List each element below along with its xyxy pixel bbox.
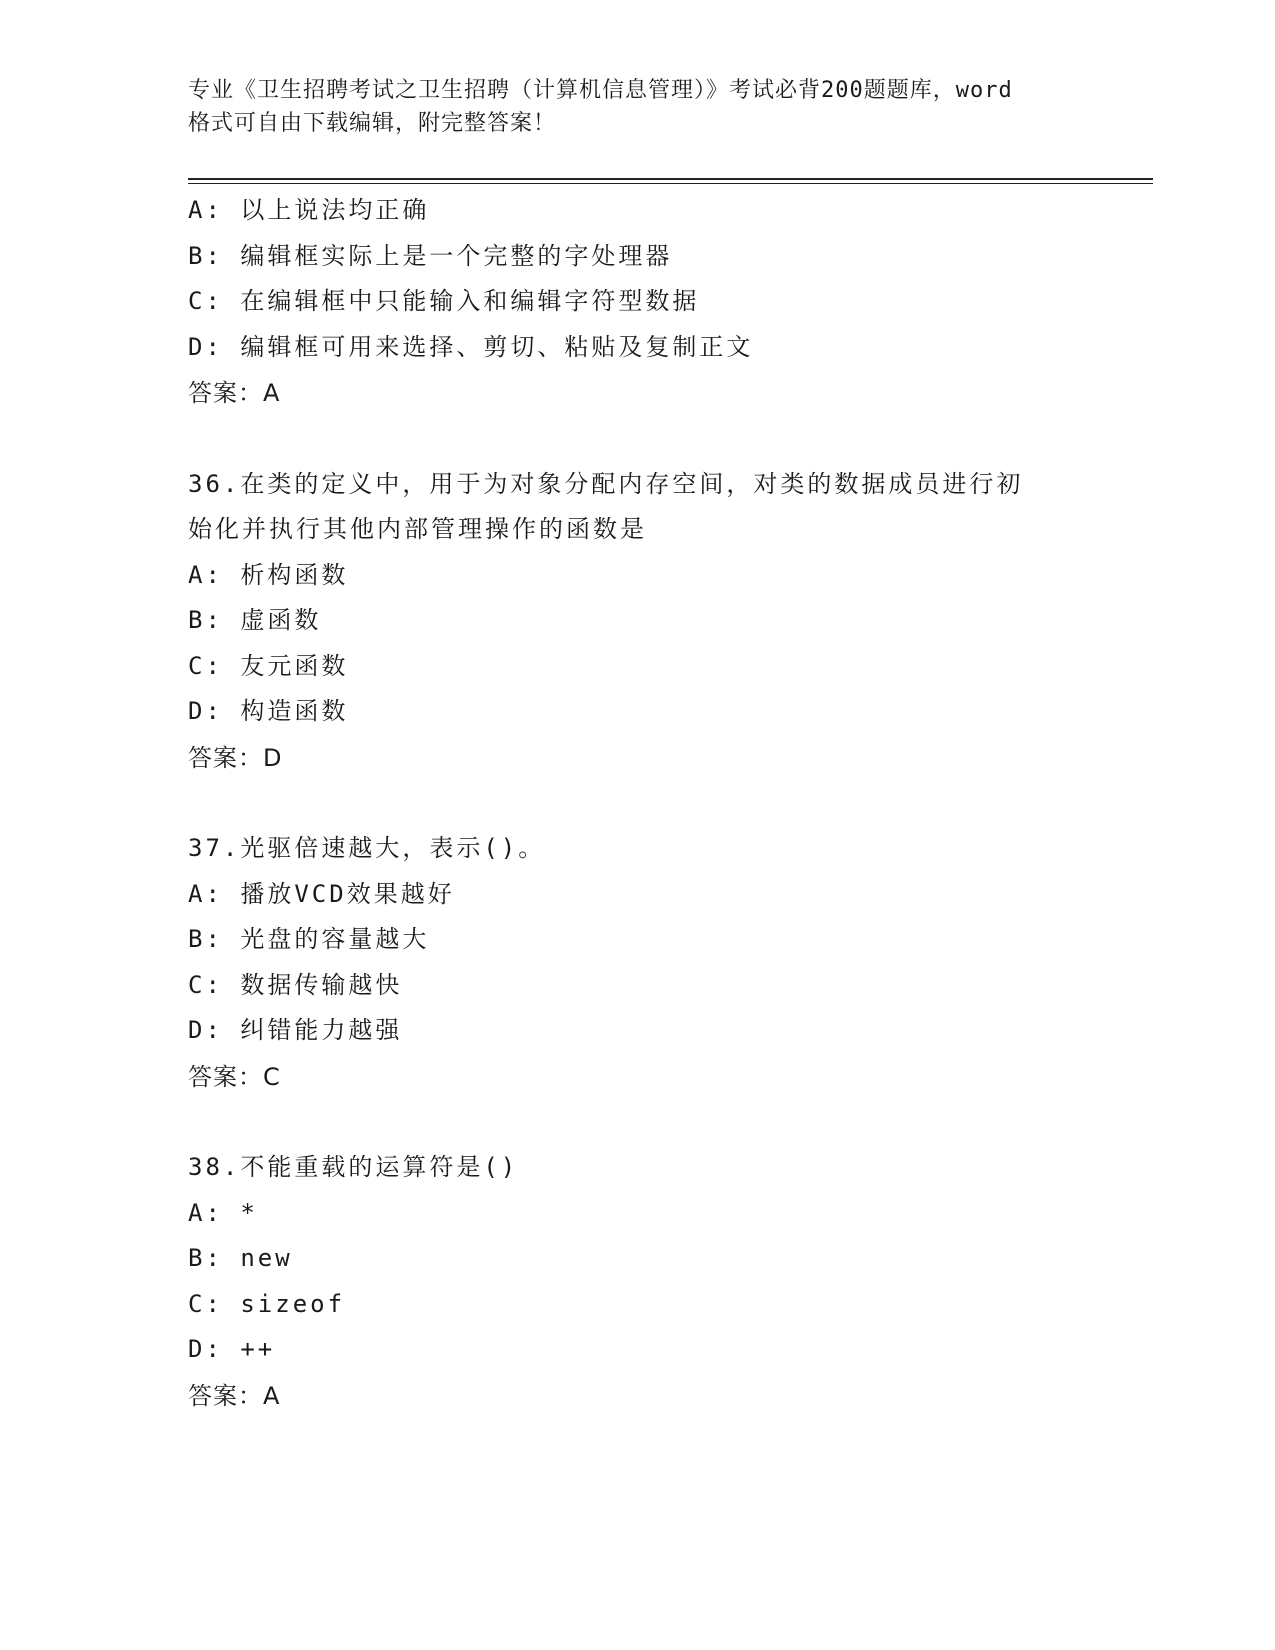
- option-a: A: 析构函数: [188, 560, 349, 589]
- option-a: A: *: [188, 1198, 258, 1227]
- option-a: A: 播放VCD效果越好: [188, 879, 455, 908]
- option-b: B: new: [188, 1244, 293, 1272]
- option-d: D: 纠错能力越强: [188, 1016, 403, 1044]
- option-d: D: 构造函数: [188, 697, 349, 725]
- answer-line: 答案：C: [188, 1062, 281, 1091]
- question-list: [188, 188, 1118, 1419]
- question-text-line-2: 始化并执行其他内部管理操作的函数是: [188, 515, 647, 543]
- option-b: B: 虚函数: [188, 606, 322, 634]
- option-a: A: 以上说法均正确: [188, 196, 430, 224]
- header-line-2: 格式可自由下载编辑，附完整答案！: [188, 111, 557, 136]
- option-c: C: 友元函数: [188, 651, 349, 680]
- header-divider-thick: [188, 178, 1153, 180]
- option-b: B: 编辑框实际上是一个完整的字处理器: [188, 241, 673, 270]
- header-divider-thin: [188, 183, 1153, 184]
- option-d: D: 编辑框可用来选择、剪切、粘贴及复制正文: [188, 332, 754, 361]
- question-block-35: [188, 188, 1118, 416]
- question-text: 37.光驱倍速越大，表示()。: [188, 834, 546, 862]
- answer-line: 答案：A: [188, 1381, 281, 1410]
- answer-line: 答案：A: [188, 379, 281, 407]
- question-block-38: [188, 1145, 1118, 1419]
- spacer: [188, 781, 1118, 827]
- spacer: [188, 416, 1118, 462]
- option-b: B: 光盘的容量越大: [188, 925, 430, 953]
- option-c: C: 数据传输越快: [188, 970, 403, 999]
- question-text-line-1: 36.在类的定义中，用于为对象分配内存空间，对类的数据成员进行初: [188, 469, 1024, 498]
- header-line-1: 专业《卫生招聘考试之卫生招聘（计算机信息管理）》考试必背200题题库，word: [188, 78, 1013, 103]
- question-text: 38.不能重载的运算符是(): [188, 1153, 519, 1181]
- option-c: C: 在编辑框中只能输入和编辑字符型数据: [188, 287, 700, 315]
- question-block-36: [188, 462, 1118, 781]
- document-header: [188, 74, 1088, 140]
- question-block-37: [188, 826, 1118, 1100]
- spacer: [188, 1100, 1118, 1146]
- answer-line: 答案：D: [188, 743, 283, 772]
- option-c: C: sizeof: [188, 1289, 346, 1318]
- option-d: D: ++: [188, 1335, 276, 1363]
